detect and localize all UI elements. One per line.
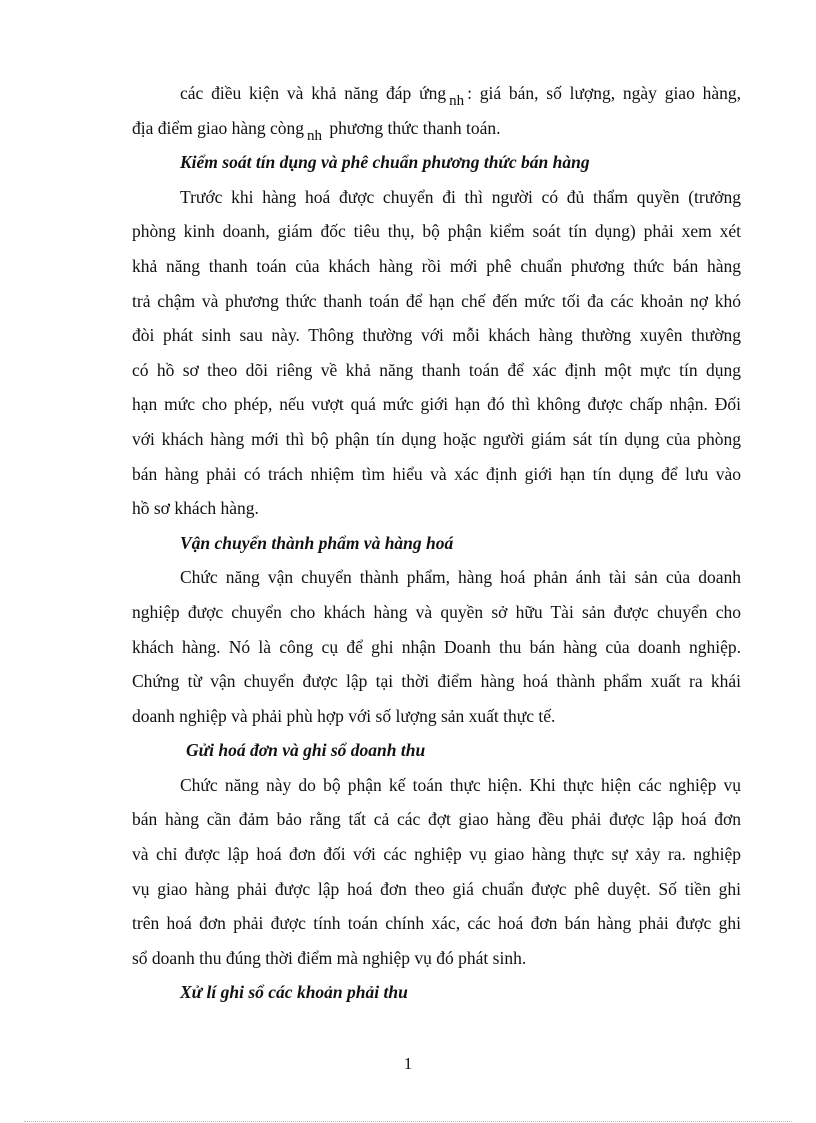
footer-divider <box>24 1121 792 1122</box>
intro-line-2-text: địa điểm giao hàng còng <box>132 117 305 138</box>
intro-line-1-subscript: nh <box>449 93 465 109</box>
paragraph-line: sổ doanh thu đúng thời điểm mà nghiệp vụ đó phát sinh. <box>132 947 527 968</box>
intro-line-2-subscript: nh <box>307 127 323 144</box>
section-heading-shipping: Vận chuyển thành phẩm và hàng hoá <box>180 532 454 553</box>
paragraph-line: nghiệp được chuyển cho khách hàng và quyền sở hữu Tài sản được chuyển cho <box>132 601 741 622</box>
intro-line-1-text: các điều kiện và khả năng đáp ứng <box>180 83 447 103</box>
section-heading-credit-control: Kiểm soát tín dụng và phê chuẩn phương thức bán hàng <box>180 152 590 173</box>
paragraph-line: với khách hàng mới thì bộ phận tín dụng hoặc người giám sát tín dụng của phòng <box>132 428 741 449</box>
paragraph-line: hồ sơ khách hàng. <box>132 498 259 519</box>
paragraph-line: Trước khi hàng hoá được chuyển đi thì người có đủ thẩm quyền (trưởng <box>180 186 741 207</box>
paragraph-line: hạn mức cho phép, nếu vượt quá mức giới hạn đó thì không được chấp nhận. Đối <box>132 394 741 415</box>
intro-line-1 <box>132 76 741 111</box>
paragraph-line: bán hàng phải có trách nhiệm tìm hiểu và xác định giới hạn tín dụng để lưu vào <box>132 463 741 484</box>
paragraph-line: Chức năng này do bộ phận kế toán thực hiện. Khi thực hiện các nghiệp vụ <box>180 774 741 795</box>
paragraph-line: có hồ sơ theo dõi riêng về khả năng thanh toán để xác định một mực tín dụng <box>132 359 741 380</box>
page-number: 1 <box>403 1054 413 1073</box>
paragraph-line: khách hàng. Nó là công cụ để ghi nhận Doanh thu bán hàng của doanh nghiệp. <box>132 636 741 657</box>
paragraph-line: vụ giao hàng phải được lập hoá đơn theo giá chuẩn được phê duyệt. Số tiền ghi <box>132 878 741 899</box>
paragraph-line: trả chậm và phương thức thanh toán để hạn chế đến mức tối đa các khoản nợ khó <box>132 290 741 311</box>
section-heading-receivables: Xử lí ghi sổ các khoản phải thu <box>180 982 408 1003</box>
paragraph-line: Chứng từ vận chuyển được lập tại thời điểm hàng hoá thành phẩm xuất ra khái <box>132 671 741 692</box>
paragraph-line: đòi phát sinh sau này. Thông thường với mỗi khách hàng thường xuyên thường <box>132 325 741 346</box>
paragraph-line: trên hoá đơn phải được tính toán chính xác, các hoá đơn bán hàng phải được ghi <box>132 913 741 934</box>
paragraph-line: phòng kinh doanh, giám đốc tiêu thụ, bộ phận kiểm soát tín dụng) phải xem xét <box>132 221 741 242</box>
intro-line-2-tail: phương thức thanh toán. <box>329 117 501 138</box>
paragraph-line: doanh nghiệp và phải phù hợp với số lượng sản xuất thực tế. <box>132 705 556 726</box>
document-body <box>132 76 741 1010</box>
intro-line-2 <box>132 111 741 146</box>
paragraph-line: Chức năng vận chuyển thành phẩm, hàng hoá phản ánh tài sản của doanh <box>180 567 741 588</box>
section-heading-invoicing: Gửi hoá đơn và ghi sổ doanh thu <box>186 740 426 761</box>
paragraph-line: bán hàng cần đảm bảo rằng tất cả các đợt giao hàng đều phải được lập hoá đơn <box>132 809 741 830</box>
paragraph-line: khả năng thanh toán của khách hàng rồi mới phê chuẩn phương thức bán hàng <box>132 255 741 276</box>
intro-line-1-tail: : giá bán, số lượng, ngày giao hàng, <box>467 83 741 103</box>
paragraph-line: và chỉ được lập hoá đơn đối với các nghiệp vụ giao hàng thực sự xảy ra. nghiệp <box>132 844 741 865</box>
